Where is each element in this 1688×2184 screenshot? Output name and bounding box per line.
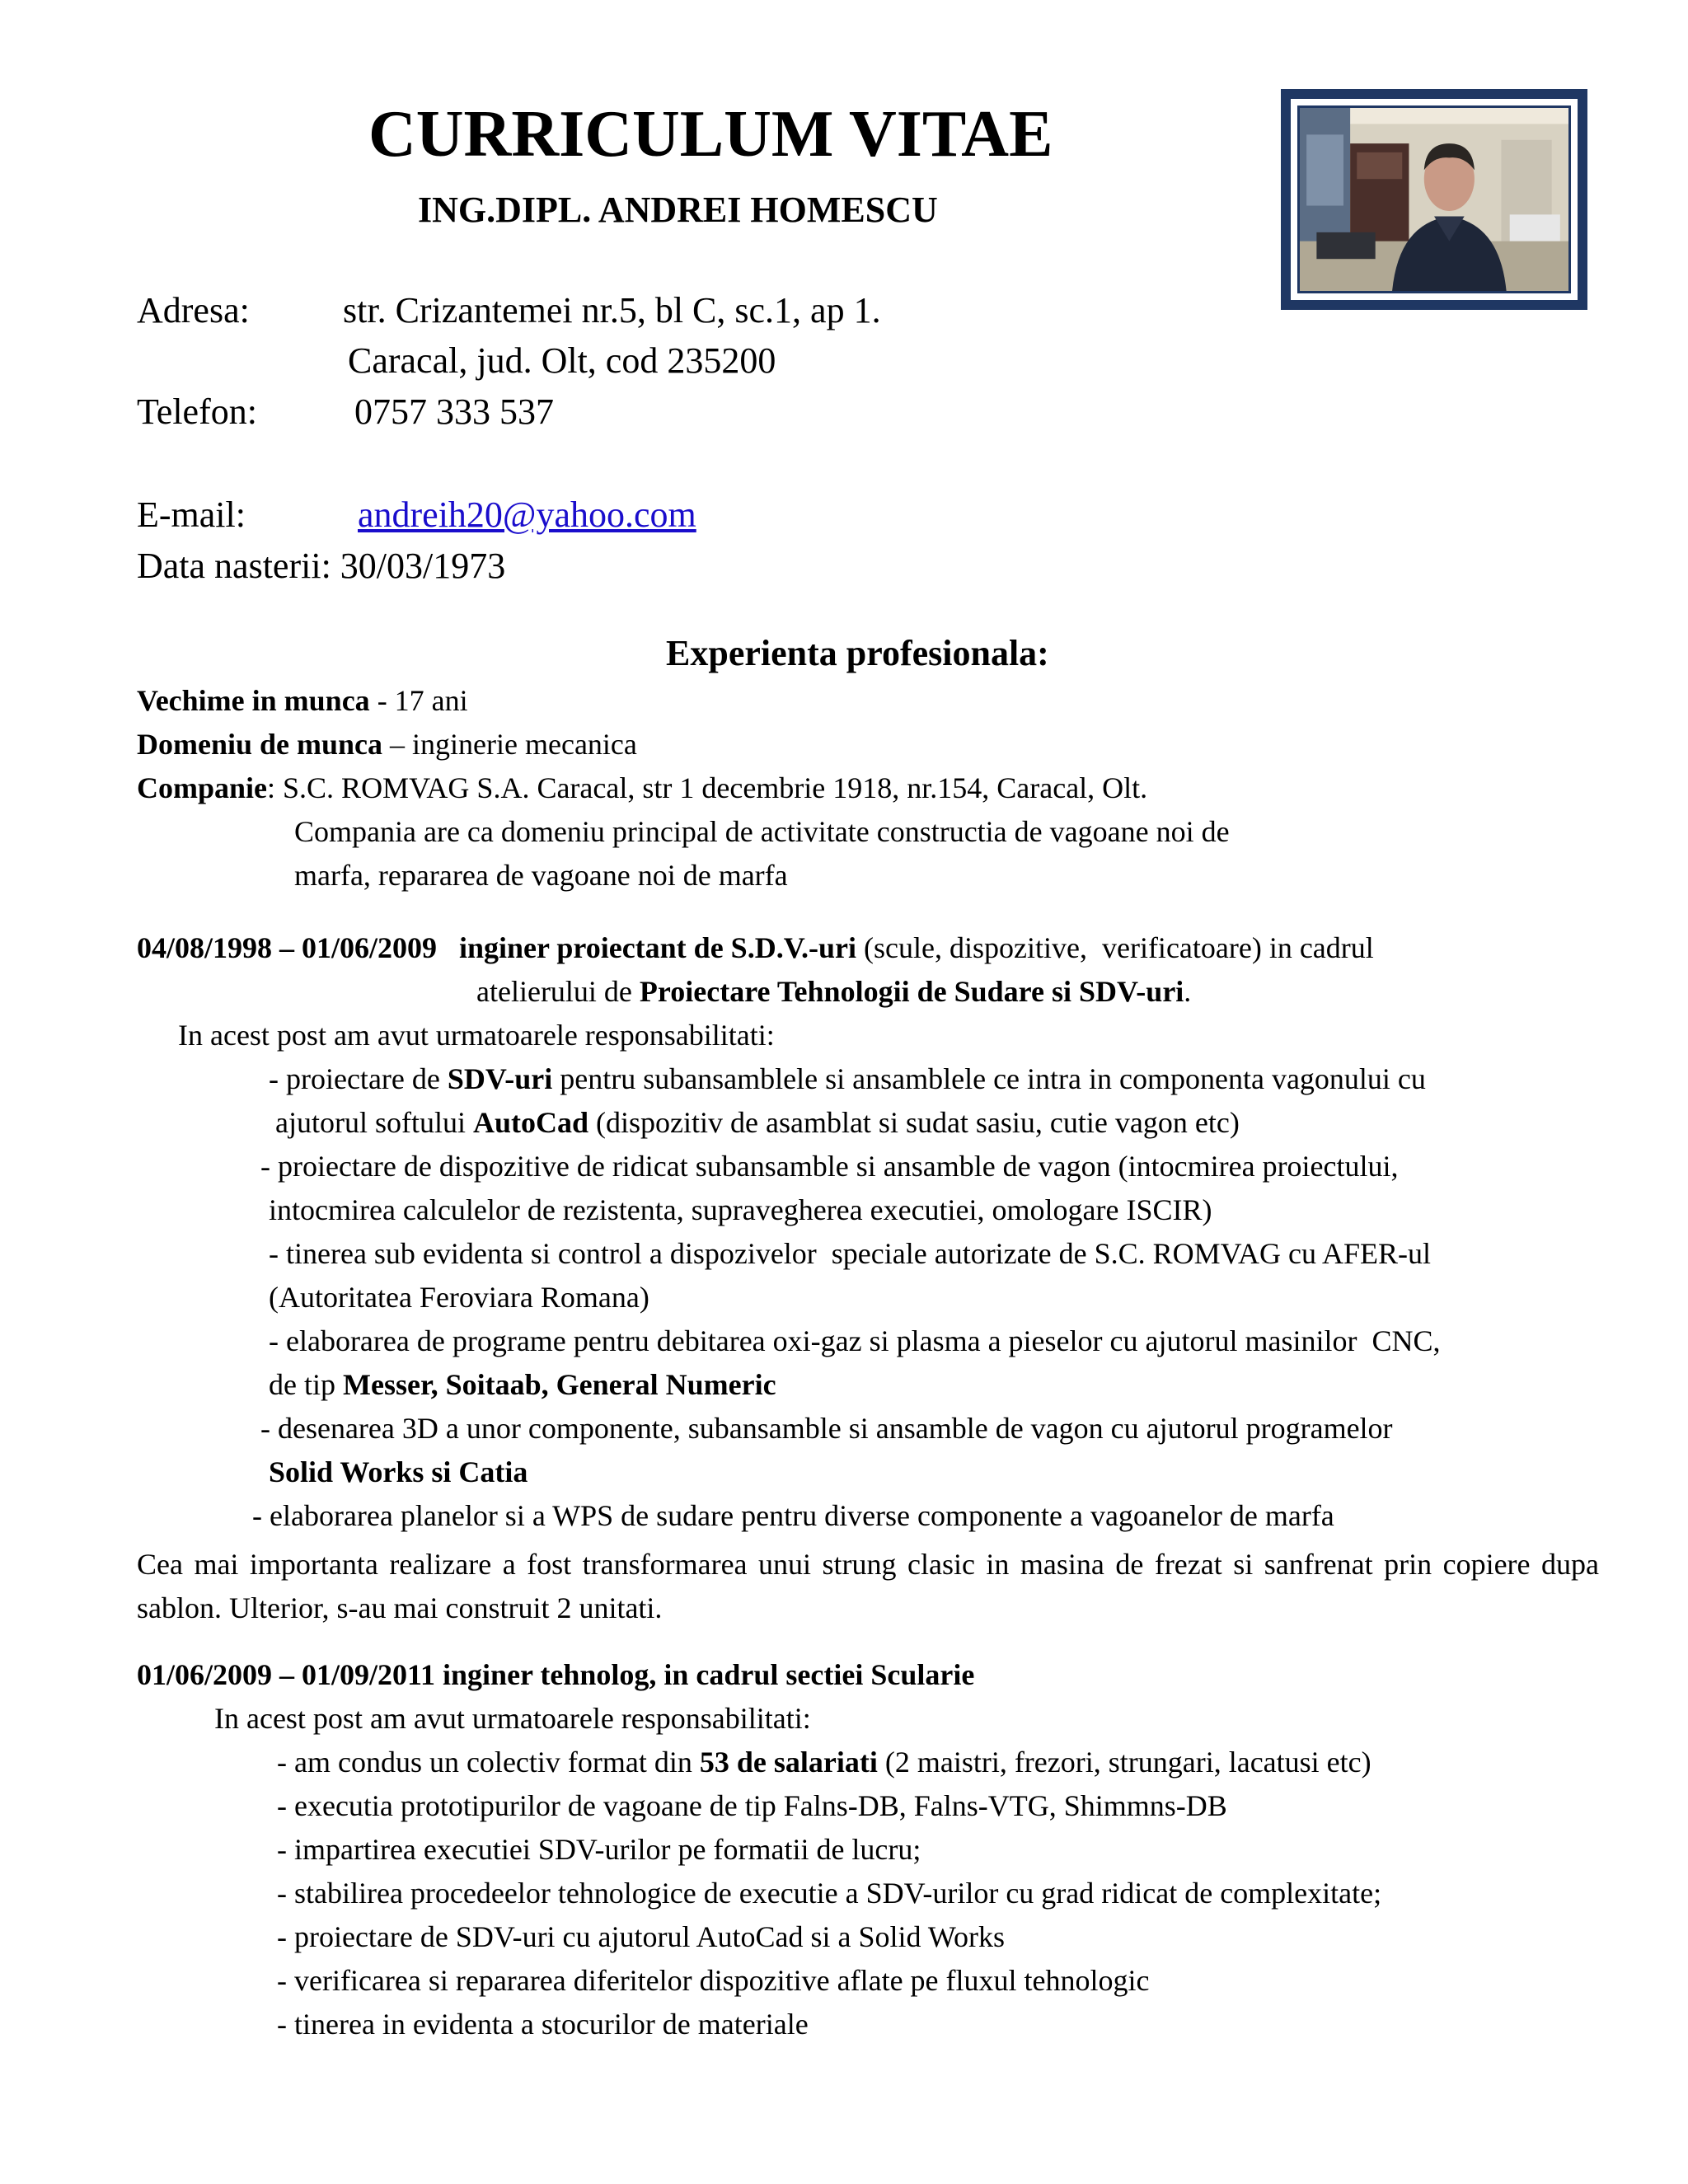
job1-line2-text: atelierului de	[476, 975, 640, 1008]
section-heading-experience: Experienta profesionala:	[666, 633, 1049, 673]
job1-bullet5-a: - desenarea 3D a unor componente, subansamble si ansamble de vagon cu ajutorul programelor	[260, 1412, 1393, 1445]
birth-label: Data nasterii:	[137, 546, 331, 586]
address-line1: str. Crizantemei nr.5, bl C, sc.1, ap 1.	[343, 290, 881, 330]
job1-bullet6: - elaborarea planelor si a WPS de sudare pentru diverse componente a vagoanelor de marfa	[252, 1499, 1334, 1532]
job1-bullet4-c: Messer, Soitaab, General Numeric	[342, 1368, 776, 1401]
email-link[interactable]: andreih20@yahoo.com	[358, 494, 696, 535]
address-line2: Caracal, jud. Olt, cod 235200	[348, 340, 776, 381]
job1-title: 04/08/1998 – 01/06/2009 inginer proiectant de S.D.V.-uri	[137, 931, 857, 964]
job2-bullet6: - verificarea si repararea diferitelor dispozitive aflate pe fluxul tehnologic	[277, 1964, 1150, 1997]
person-photo-icon	[1297, 105, 1571, 293]
job2-title: 01/06/2009 – 01/09/2011 inginer tehnolog, in cadrul sectiei Scularie	[137, 1658, 975, 1691]
address-label: Adresa:	[137, 290, 250, 330]
job1-bullet1-f: (dispozitiv de asamblat si sudat sasiu, cutie vagon etc)	[588, 1106, 1240, 1139]
domain-value: – inginerie mecanica	[382, 728, 637, 761]
job1-bullet2-a: - proiectare de dispozitive de ridicat subansamble si ansamble de vagon (intocmirea proiectului,	[260, 1150, 1399, 1183]
job1-bullet1-c: pentru subansamblele si ansamblele ce intra in componenta vagonului cu	[552, 1062, 1426, 1095]
job2-bullet1-a: - am condus un colectiv format din	[277, 1746, 700, 1779]
job2-bullet4: - stabilirea procedeelor tehnologice de executie a SDV-urilor cu grad ridicat de complexitate;	[277, 1877, 1382, 1910]
job2-bullet5: - proiectare de SDV-uri cu ajutorul AutoCad si a Solid Works	[277, 1920, 1005, 1953]
job1-bullet1-a: - proiectare de	[269, 1062, 448, 1095]
email-label: E-mail:	[137, 494, 246, 535]
job2-bullet7: - tinerea in evidenta a stocurilor de materiale	[277, 2008, 809, 2041]
job1-bullet5-b: Solid Works si Catia	[269, 1455, 528, 1488]
job1-bullet3-b: (Autoritatea Feroviara Romana)	[269, 1281, 649, 1314]
domain-label: Domeniu de munca	[137, 728, 383, 761]
job1-line2-end: .	[1184, 975, 1192, 1008]
job1-bullet1-b: SDV-uri	[447, 1062, 553, 1095]
seniority-value: - 17 ani	[369, 684, 468, 717]
phone-label: Telefon:	[137, 391, 257, 432]
job2-bullet1-b: 53 de salariati	[699, 1746, 878, 1779]
job1-workshop: Proiectare Tehnologii de Sudare si SDV-uri	[639, 975, 1184, 1008]
job1-intro: In acest post am avut urmatoarele responsabilitati:	[178, 1019, 775, 1052]
job2-bullet3: - impartirea executiei SDV-urilor pe formatii de lucru;	[277, 1833, 921, 1866]
job1-achievement: Cea mai importanta realizare a fost transformarea unui strung clasic in masina de frezat si sanfrenat prin copiere dupa sablon. Ulterior, s-au mai construit 2 unitati.	[137, 1548, 1599, 1624]
company-label: Companie	[137, 771, 268, 804]
job1-bullet2-b: intocmirea calculelor de rezistenta, supravegherea executiei, omologare ISCIR)	[269, 1193, 1212, 1226]
job1-bullet4-b: de tip	[269, 1368, 343, 1401]
company-description-line1: Compania are ca domeniu principal de activitate constructia de vagoane noi de	[294, 815, 1230, 848]
job2-bullet1-c: (2 maistri, frezori, strungari, lacatusi etc)	[877, 1746, 1372, 1779]
company-description-line2: marfa, repararea de vagoane noi de marfa	[294, 859, 788, 892]
birth-value: 30/03/1973	[340, 546, 506, 586]
company-value: : S.C. ROMVAG S.A. Caracal, str 1 decembrie 1918, nr.154, Caracal, Olt.	[267, 771, 1148, 804]
page-title: CURRICULUM VITAE	[368, 98, 1053, 171]
job2-intro: In acest post am avut urmatoarele responsabilitati:	[214, 1702, 811, 1735]
person-name: ING.DIPL. ANDREI HOMESCU	[418, 190, 938, 230]
job2-bullet2: - executia prototipurilor de vagoane de tip Falns-DB, Falns-VTG, Shimmns-DB	[277, 1789, 1227, 1822]
job1-bullet3-a: - tinerea sub evidenta si control a dispozivelor speciale autorizate de S.C. ROMVAG cu AFER-ul	[269, 1237, 1432, 1270]
profile-photo-frame	[1281, 89, 1587, 310]
job1-bullet4-a: - elaborarea de programe pentru debitarea oxi-gaz si plasma a pieselor cu ajutorul masinilor CNC,	[269, 1324, 1441, 1357]
job1-bullet1-e: AutoCad	[472, 1106, 589, 1139]
seniority-label: Vechime in munca	[137, 684, 370, 717]
phone-value: 0757 333 537	[354, 391, 554, 432]
job1-bullet1-d: ajutorul softului	[275, 1106, 473, 1139]
job1-title-rest: (scule, dispozitive, verificatoare) in cadrul	[856, 931, 1374, 964]
